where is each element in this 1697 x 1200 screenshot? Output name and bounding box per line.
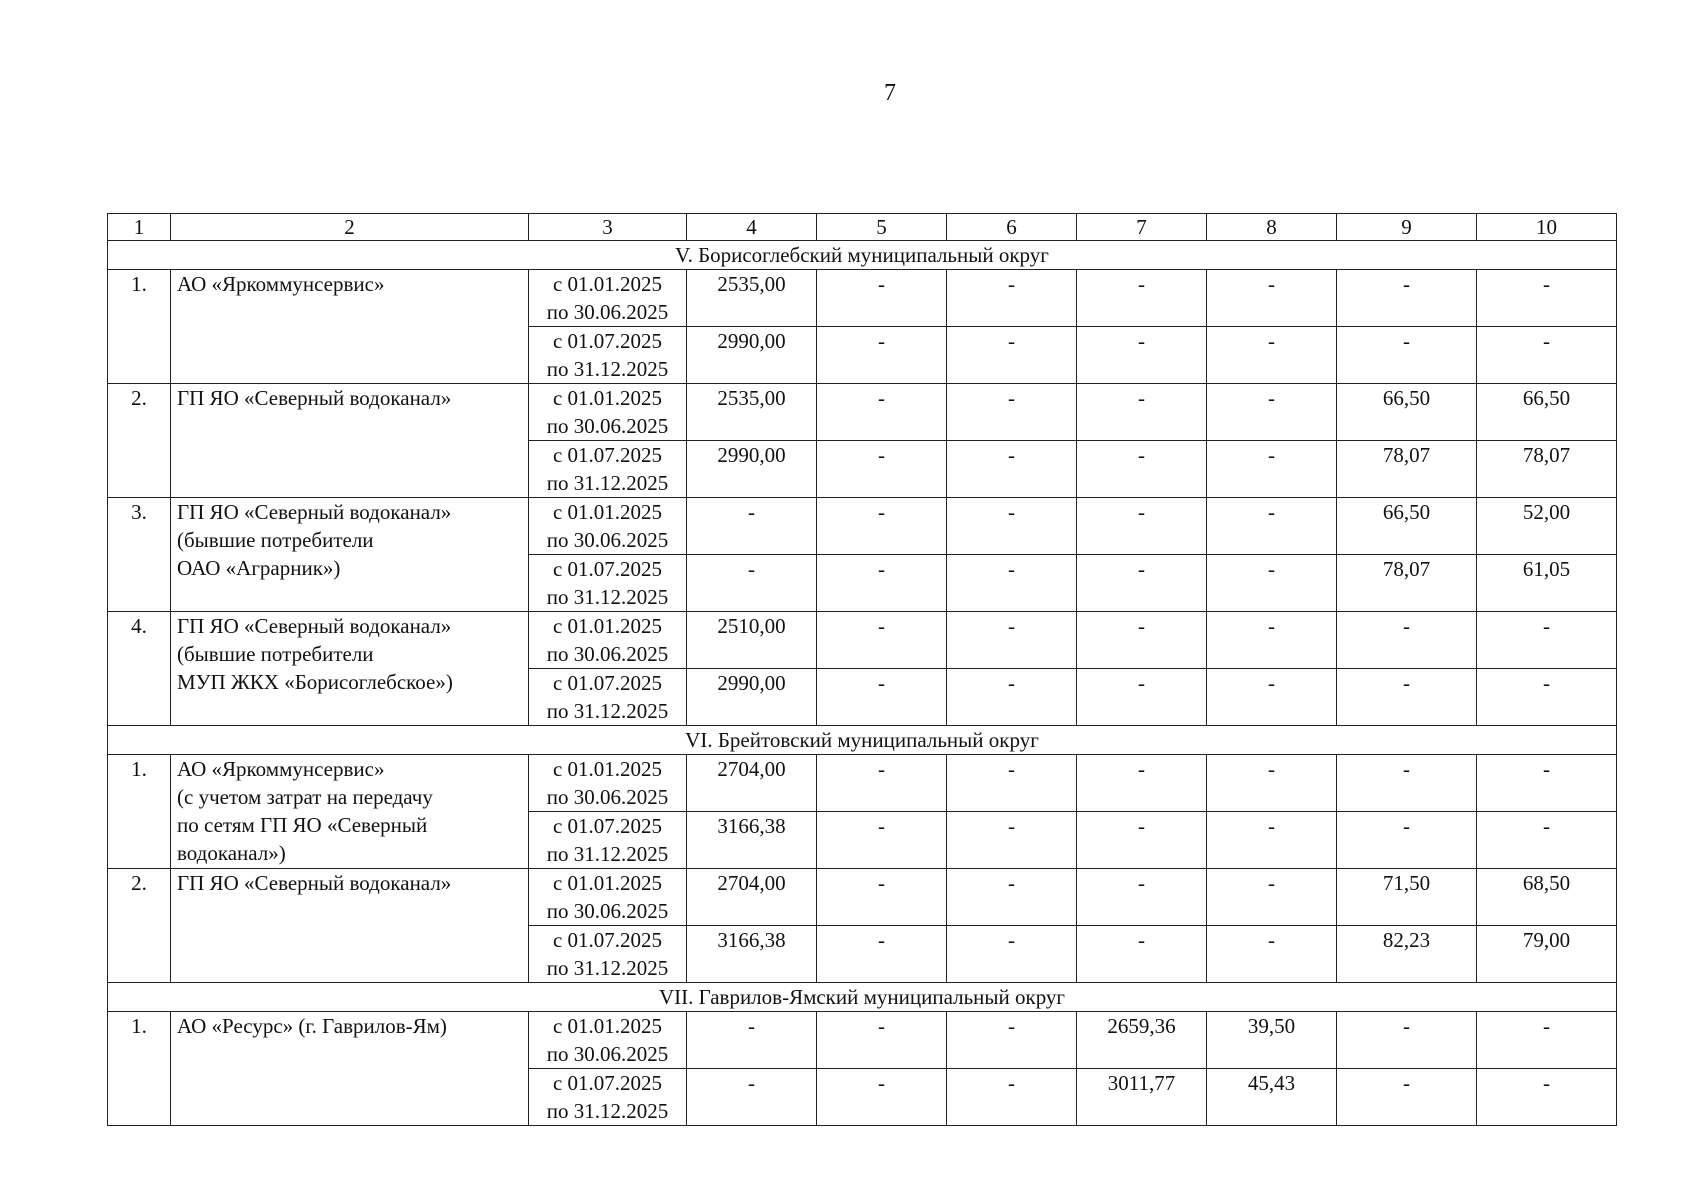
column-number-cell: 6 bbox=[947, 214, 1077, 241]
value-cell: - bbox=[947, 555, 1077, 612]
organization-cell: ГП ЯО «Северный водоканал» (бывшие потребители ОАО «Аграрник») bbox=[171, 498, 529, 612]
column-number-cell: 10 bbox=[1477, 214, 1617, 241]
value-cell: 2704,00 bbox=[687, 869, 817, 926]
period-cell: с 01.01.2025 по 30.06.2025 bbox=[529, 755, 687, 812]
value-cell: 3166,38 bbox=[687, 812, 817, 869]
value-cell: - bbox=[1077, 926, 1207, 983]
value-cell: - bbox=[817, 1012, 947, 1069]
value-cell: 78,07 bbox=[1337, 555, 1477, 612]
value-cell: - bbox=[1337, 270, 1477, 327]
row-number-cell: 1. bbox=[108, 1012, 171, 1126]
column-number-cell: 7 bbox=[1077, 214, 1207, 241]
table-row bbox=[108, 498, 1617, 555]
period-cell: с 01.01.2025 по 30.06.2025 bbox=[529, 270, 687, 327]
value-cell: - bbox=[1207, 669, 1337, 726]
value-cell: - bbox=[1477, 327, 1617, 384]
value-cell: 39,50 bbox=[1207, 1012, 1337, 1069]
value-cell: 66,50 bbox=[1337, 498, 1477, 555]
value-cell: - bbox=[1077, 384, 1207, 441]
value-cell: - bbox=[817, 441, 947, 498]
value-cell: - bbox=[947, 755, 1077, 812]
value-cell: 66,50 bbox=[1337, 384, 1477, 441]
value-cell: - bbox=[687, 555, 817, 612]
value-cell: - bbox=[947, 1012, 1077, 1069]
value-cell: - bbox=[1477, 270, 1617, 327]
section-heading: V. Борисоглебский муниципальный округ bbox=[108, 241, 1617, 270]
value-cell: - bbox=[1207, 555, 1337, 612]
value-cell: - bbox=[947, 384, 1077, 441]
value-cell: - bbox=[1337, 327, 1477, 384]
value-cell: - bbox=[1077, 869, 1207, 926]
value-cell: - bbox=[817, 926, 947, 983]
value-cell: - bbox=[1207, 612, 1337, 669]
section-heading-row bbox=[108, 241, 1617, 270]
value-cell: - bbox=[817, 612, 947, 669]
value-cell: - bbox=[817, 384, 947, 441]
value-cell: 71,50 bbox=[1337, 869, 1477, 926]
value-cell: - bbox=[1207, 384, 1337, 441]
value-cell: 79,00 bbox=[1477, 926, 1617, 983]
value-cell: - bbox=[817, 755, 947, 812]
section-heading-row bbox=[108, 983, 1617, 1012]
value-cell: - bbox=[1077, 441, 1207, 498]
row-number-cell: 1. bbox=[108, 270, 171, 384]
value-cell: - bbox=[1077, 669, 1207, 726]
value-cell: 66,50 bbox=[1477, 384, 1617, 441]
organization-cell: АО «Яркоммунсервис» (с учетом затрат на передачу по сетям ГП ЯО «Северный водоканал») bbox=[171, 755, 529, 869]
value-cell: - bbox=[687, 1069, 817, 1126]
value-cell: - bbox=[947, 327, 1077, 384]
value-cell: 2535,00 bbox=[687, 384, 817, 441]
value-cell: - bbox=[1477, 1069, 1617, 1126]
value-cell: - bbox=[817, 270, 947, 327]
value-cell: 3011,77 bbox=[1077, 1069, 1207, 1126]
value-cell: - bbox=[1207, 812, 1337, 869]
value-cell: - bbox=[817, 555, 947, 612]
period-cell: с 01.01.2025 по 30.06.2025 bbox=[529, 498, 687, 555]
row-number-cell: 1. bbox=[108, 755, 171, 869]
tariff-table bbox=[107, 213, 1617, 1126]
row-number-cell: 2. bbox=[108, 869, 171, 983]
value-cell: - bbox=[1477, 812, 1617, 869]
column-number-cell: 5 bbox=[817, 214, 947, 241]
value-cell: - bbox=[817, 869, 947, 926]
value-cell: - bbox=[947, 441, 1077, 498]
value-cell: 2659,36 bbox=[1077, 1012, 1207, 1069]
value-cell: - bbox=[817, 669, 947, 726]
column-number-row bbox=[108, 214, 1617, 241]
column-number-cell: 1 bbox=[108, 214, 171, 241]
value-cell: - bbox=[1337, 812, 1477, 869]
organization-cell: ГП ЯО «Северный водоканал» bbox=[171, 869, 529, 983]
column-number-cell: 9 bbox=[1337, 214, 1477, 241]
value-cell: - bbox=[1077, 755, 1207, 812]
value-cell: - bbox=[1337, 1069, 1477, 1126]
value-cell: - bbox=[1077, 498, 1207, 555]
row-number-cell: 4. bbox=[108, 612, 171, 726]
page-number: 7 bbox=[884, 80, 896, 106]
value-cell: - bbox=[947, 612, 1077, 669]
value-cell: - bbox=[687, 1012, 817, 1069]
value-cell: 68,50 bbox=[1477, 869, 1617, 926]
value-cell: - bbox=[1077, 327, 1207, 384]
column-number-cell: 3 bbox=[529, 214, 687, 241]
period-cell: с 01.01.2025 по 30.06.2025 bbox=[529, 612, 687, 669]
value-cell: - bbox=[1207, 327, 1337, 384]
value-cell: - bbox=[1337, 1012, 1477, 1069]
value-cell: - bbox=[947, 926, 1077, 983]
column-number-cell: 4 bbox=[687, 214, 817, 241]
value-cell: - bbox=[817, 812, 947, 869]
organization-cell: ГП ЯО «Северный водоканал» (бывшие потребители МУП ЖКХ «Борисоглебское») bbox=[171, 612, 529, 726]
value-cell: - bbox=[947, 498, 1077, 555]
organization-cell: АО «Ресурс» (г. Гаврилов-Ям) bbox=[171, 1012, 529, 1126]
section-heading-row bbox=[108, 726, 1617, 755]
value-cell: - bbox=[1337, 612, 1477, 669]
value-cell: - bbox=[1477, 612, 1617, 669]
table-row bbox=[108, 384, 1617, 441]
row-number-cell: 2. bbox=[108, 384, 171, 498]
value-cell: - bbox=[817, 1069, 947, 1126]
table-row bbox=[108, 755, 1617, 812]
value-cell: - bbox=[947, 812, 1077, 869]
table-row bbox=[108, 869, 1617, 926]
organization-cell: ГП ЯО «Северный водоканал» bbox=[171, 384, 529, 498]
value-cell: - bbox=[1207, 869, 1337, 926]
value-cell: - bbox=[947, 1069, 1077, 1126]
column-number-cell: 8 bbox=[1207, 214, 1337, 241]
period-cell: с 01.07.2025 по 31.12.2025 bbox=[529, 555, 687, 612]
value-cell: 82,23 bbox=[1337, 926, 1477, 983]
value-cell: - bbox=[1207, 441, 1337, 498]
value-cell: 2990,00 bbox=[687, 327, 817, 384]
value-cell: - bbox=[947, 869, 1077, 926]
section-heading: VII. Гаврилов-Ямский муниципальный округ bbox=[108, 983, 1617, 1012]
organization-cell: АО «Яркоммунсервис» bbox=[171, 270, 529, 384]
table-row bbox=[108, 1012, 1617, 1069]
value-cell: - bbox=[1207, 270, 1337, 327]
period-cell: с 01.07.2025 по 31.12.2025 bbox=[529, 926, 687, 983]
value-cell: - bbox=[1477, 755, 1617, 812]
value-cell: - bbox=[1077, 812, 1207, 869]
value-cell: - bbox=[1477, 1012, 1617, 1069]
period-cell: с 01.01.2025 по 30.06.2025 bbox=[529, 1012, 687, 1069]
period-cell: с 01.01.2025 по 30.06.2025 bbox=[529, 384, 687, 441]
period-cell: с 01.07.2025 по 31.12.2025 bbox=[529, 812, 687, 869]
value-cell: 2510,00 bbox=[687, 612, 817, 669]
value-cell: 61,05 bbox=[1477, 555, 1617, 612]
value-cell: 2535,00 bbox=[687, 270, 817, 327]
value-cell: - bbox=[1077, 555, 1207, 612]
value-cell: - bbox=[1207, 498, 1337, 555]
value-cell: - bbox=[1207, 755, 1337, 812]
value-cell: 45,43 bbox=[1207, 1069, 1337, 1126]
value-cell: - bbox=[1477, 669, 1617, 726]
period-cell: с 01.07.2025 по 31.12.2025 bbox=[529, 327, 687, 384]
value-cell: - bbox=[817, 498, 947, 555]
value-cell: - bbox=[947, 270, 1077, 327]
value-cell: - bbox=[817, 327, 947, 384]
row-number-cell: 3. bbox=[108, 498, 171, 612]
value-cell: 2704,00 bbox=[687, 755, 817, 812]
period-cell: с 01.07.2025 по 31.12.2025 bbox=[529, 1069, 687, 1126]
value-cell: - bbox=[947, 669, 1077, 726]
value-cell: 78,07 bbox=[1337, 441, 1477, 498]
value-cell: 3166,38 bbox=[687, 926, 817, 983]
table-row bbox=[108, 612, 1617, 669]
value-cell: - bbox=[1337, 755, 1477, 812]
value-cell: - bbox=[1077, 270, 1207, 327]
section-heading: VI. Брейтовский муниципальный округ bbox=[108, 726, 1617, 755]
value-cell: 2990,00 bbox=[687, 669, 817, 726]
value-cell: - bbox=[1077, 612, 1207, 669]
table-row bbox=[108, 270, 1617, 327]
value-cell: 52,00 bbox=[1477, 498, 1617, 555]
period-cell: с 01.07.2025 по 31.12.2025 bbox=[529, 669, 687, 726]
value-cell: 2990,00 bbox=[687, 441, 817, 498]
value-cell: - bbox=[1207, 926, 1337, 983]
value-cell: - bbox=[1337, 669, 1477, 726]
value-cell: - bbox=[687, 498, 817, 555]
period-cell: с 01.01.2025 по 30.06.2025 bbox=[529, 869, 687, 926]
value-cell: 78,07 bbox=[1477, 441, 1617, 498]
column-number-cell: 2 bbox=[171, 214, 529, 241]
period-cell: с 01.07.2025 по 31.12.2025 bbox=[529, 441, 687, 498]
